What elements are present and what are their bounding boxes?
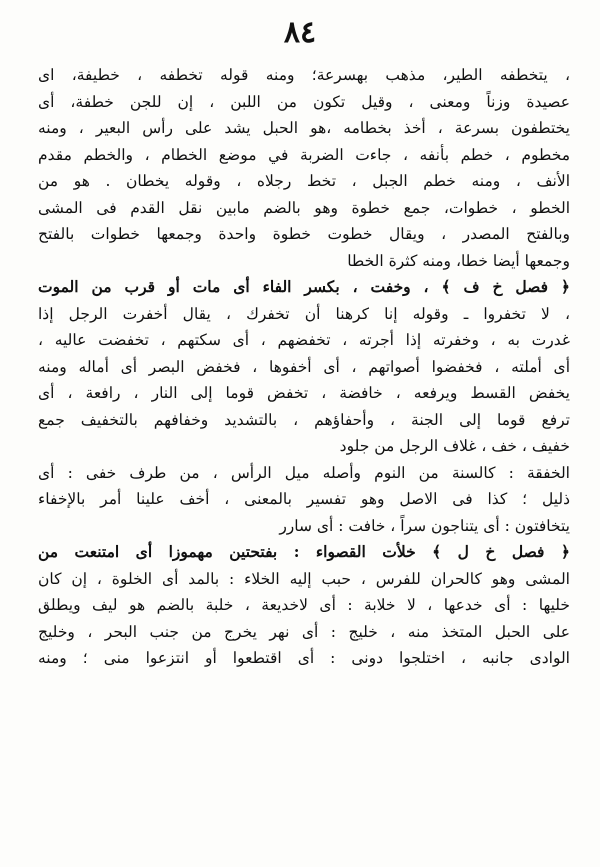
text-line: الخفقة : كالسنة من النوم وأصله ميل الرأس ، من طرف خفى : أى: [38, 463, 570, 482]
text-line: ، يتخطفه الطير، مذهب بهسرعة؛ ومنه قوله تخطفه ، خطيفة، اى: [38, 66, 570, 84]
text-line: يتخافتون : أى يتناجون سراً ، خافت : أى سارر: [279, 516, 570, 535]
text-line: وبالفتح المصدر ، ويقال خطوت خطوة واحدة وجمعها خطوات بالفتح: [38, 225, 570, 243]
text-line: أى أملته ، فخفضوا أصواتهم ، أى أخفوها ، فخفض البصر أى أماله ومنه: [38, 357, 570, 376]
text-line: عصيدة وزناً ومعنى ، وقيل تكون من اللبن ، إن للجن خطفة، أى: [38, 92, 570, 111]
page-number: ٨٤: [283, 15, 317, 50]
text-line: يختطفون بسرعة ، أخذ بخطامه ،هو الحبل يشد على رأس البعير ، ومنه: [38, 119, 570, 137]
text-line: مخطوم ، خطم بأنفه ، جاءت الضربة في موضع الخطام ، والخطم مقدم: [38, 145, 570, 164]
section-heading-line: ﴿ فصل خ ف ﴾ ، وخفت ، بكسر الفاء أى مات أو قرب من الموت: [38, 277, 570, 296]
text-line: ذليل ؛ كذا فى الاصل وهو تفسير بالمعنى ، أخف علينا أمر بالإخفاء: [38, 490, 570, 508]
body-text: [38, 62, 570, 672]
text-line: المشى وهو كالحران للفرس ، حبب إليه الخلاء : بالمد أى الخلوة ، إن كان: [38, 569, 570, 588]
text-line: غدرت به ، وخفرته إذا أجرته ، تخفضهم ، أى سكتهم ، تخفضت عاليه ،: [38, 331, 570, 349]
text-line: خليها : أى خدعها ، لا خلابة : أى لاخديعة ، خلبة بالضم هو ليف ويطلق: [38, 596, 570, 614]
text-line: الخطو ، خطوات، جمع خطوة وهو بالضم مابين نقل القدم فى المشى: [38, 198, 570, 217]
text-line: على الحبل المتخذ منه ، خليج : أى نهر يخرج من جنب البحر ، وخليج: [38, 622, 570, 641]
text-line: الوادى جانبه ، اختلجوا دونى : أى اقتطعوا أو انتزعوا منى ؛ ومنه: [38, 649, 570, 667]
section-heading-line: ﴿ فصل خ ل ﴾ خلأت القصواء : بفتحتين مهموزا أى امتنعت من: [38, 542, 570, 561]
text-line: يخفض القسط ويرفعه ، خافضة ، تخفض قوما إلى النار ، رافعة ، أى: [38, 384, 570, 402]
text-line: ، لا تخفروا ـ وقوله إنا كرهنا أن تخفرك ، يقال أخفرت الرجل إذا: [38, 304, 570, 323]
text-line: ترفع قوما إلى الجنة ، وأحفاؤهم ، بالتشديد وخفافهم بالتخفيف جمع: [38, 410, 570, 429]
text-line: وجمعها أيضا خطا، ومنه كثرة الخطا: [347, 251, 570, 270]
text-line: خفيف ، خف ، غلاف الرجل من جلود: [339, 437, 570, 455]
text-line: الأنف ، ومنه خطم الجبل ، تخط رجلاه ، وقوله يخطان . هو من: [38, 172, 570, 190]
